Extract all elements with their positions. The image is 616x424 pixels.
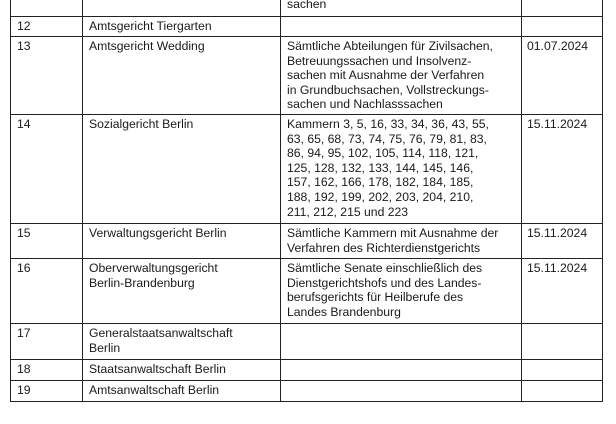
table-row	[11, 324, 603, 360]
scope-line: berufsgerichts für Heilberufe des	[287, 290, 464, 305]
row-number: 18	[11, 360, 83, 381]
effective-date: 01.07.2024	[522, 37, 603, 115]
effective-date	[522, 360, 603, 381]
court-name-line: Staatsanwaltschaft Berlin	[89, 362, 226, 376]
scope-line: 188, 192, 199, 202, 203, 204, 210,	[287, 189, 474, 204]
court-name	[83, 0, 281, 17]
court-name	[83, 381, 281, 402]
court-name-line: Verwaltungsgericht Berlin	[89, 226, 227, 240]
table-row	[11, 37, 603, 115]
scope-description	[281, 115, 522, 224]
court-name-line: Generalstaatsanwaltschaft	[89, 326, 233, 340]
table-row	[11, 360, 603, 381]
scope-line: 125, 128, 132, 133, 144, 145, 146,	[287, 160, 474, 175]
effective-date: 15.11.2024	[522, 224, 603, 259]
court-name-line: Amtsgericht Tiergarten	[89, 19, 212, 33]
scope-line: Landes Brandenburg	[287, 304, 401, 319]
scope-line: sachen und Nachlasssachen	[287, 97, 443, 112]
table-row	[11, 17, 603, 37]
scope-line: 211, 212, 215 und 223	[287, 204, 409, 219]
scope-description	[281, 224, 522, 259]
row-number: 14	[11, 115, 83, 224]
scope-line: 157, 162, 166, 178, 182, 184, 185,	[287, 175, 474, 190]
court-name	[83, 17, 281, 37]
row-number: 12	[11, 17, 83, 37]
court-name-line: Amtsgericht Wedding	[89, 39, 205, 53]
row-number	[11, 0, 83, 17]
scope-description	[281, 360, 522, 381]
table-row	[11, 381, 603, 402]
effective-date: 15.11.2024	[522, 115, 603, 224]
scope-description	[281, 259, 522, 324]
scope-description	[281, 17, 522, 37]
effective-date	[522, 17, 603, 37]
scope-line: Sämtliche Abteilungen für Zivilsachen,	[287, 39, 493, 53]
scope-line: 63, 65, 68, 73, 74, 75, 76, 79, 81, 83,	[287, 131, 487, 146]
scope-line: in Grundbuchsachen, Vollstreckungs-	[287, 82, 489, 97]
scope-line: 86, 94, 95, 102, 105, 114, 118, 121,	[287, 146, 479, 161]
scope-line: Dienstgerichtshofs und des Landes-	[287, 275, 482, 290]
row-number: 19	[11, 381, 83, 402]
scope-line: Kammern 3, 5, 16, 33, 34, 36, 43, 55,	[287, 117, 489, 131]
court-name-line: Oberverwaltungsgericht	[89, 261, 218, 275]
effective-date	[522, 324, 603, 360]
scope-description	[281, 37, 522, 115]
scope-line: sachen	[287, 0, 327, 11]
scope-line: Sämtliche Senate einschließlich des	[287, 261, 483, 275]
scope-line: Verfahren des Richterdienstgerichts	[287, 240, 481, 255]
scope-description	[281, 381, 522, 402]
effective-date	[522, 0, 603, 17]
scope-line: sachen mit Ausnahme der Verfahren	[287, 68, 485, 83]
court-name	[83, 324, 281, 360]
scope-description	[281, 0, 522, 17]
scope-line: Sämtliche Kammern mit Ausnahme der	[287, 226, 499, 240]
court-name-line: Berlin-Brandenburg	[89, 275, 195, 290]
court-table-body	[11, 0, 603, 402]
court-name	[83, 224, 281, 259]
court-name	[83, 37, 281, 115]
court-name-line: Amtsanwaltschaft Berlin	[89, 383, 220, 397]
scope-line: Betreuungssachen und Insolvenz-	[287, 53, 472, 68]
table-row	[11, 224, 603, 259]
court-name	[83, 360, 281, 381]
effective-date: 15.11.2024	[522, 259, 603, 324]
row-number: 17	[11, 324, 83, 360]
row-number: 16	[11, 259, 83, 324]
row-number: 13	[11, 37, 83, 115]
table-row	[11, 259, 603, 324]
table-row	[11, 0, 603, 17]
scope-description	[281, 324, 522, 360]
court-name-line: Sozialgericht Berlin	[89, 117, 194, 131]
court-name	[83, 115, 281, 224]
row-number: 15	[11, 224, 83, 259]
court-table	[10, 0, 603, 402]
table-row	[11, 115, 603, 224]
court-name	[83, 259, 281, 324]
effective-date	[522, 381, 603, 402]
court-name-line: Berlin	[89, 340, 121, 355]
